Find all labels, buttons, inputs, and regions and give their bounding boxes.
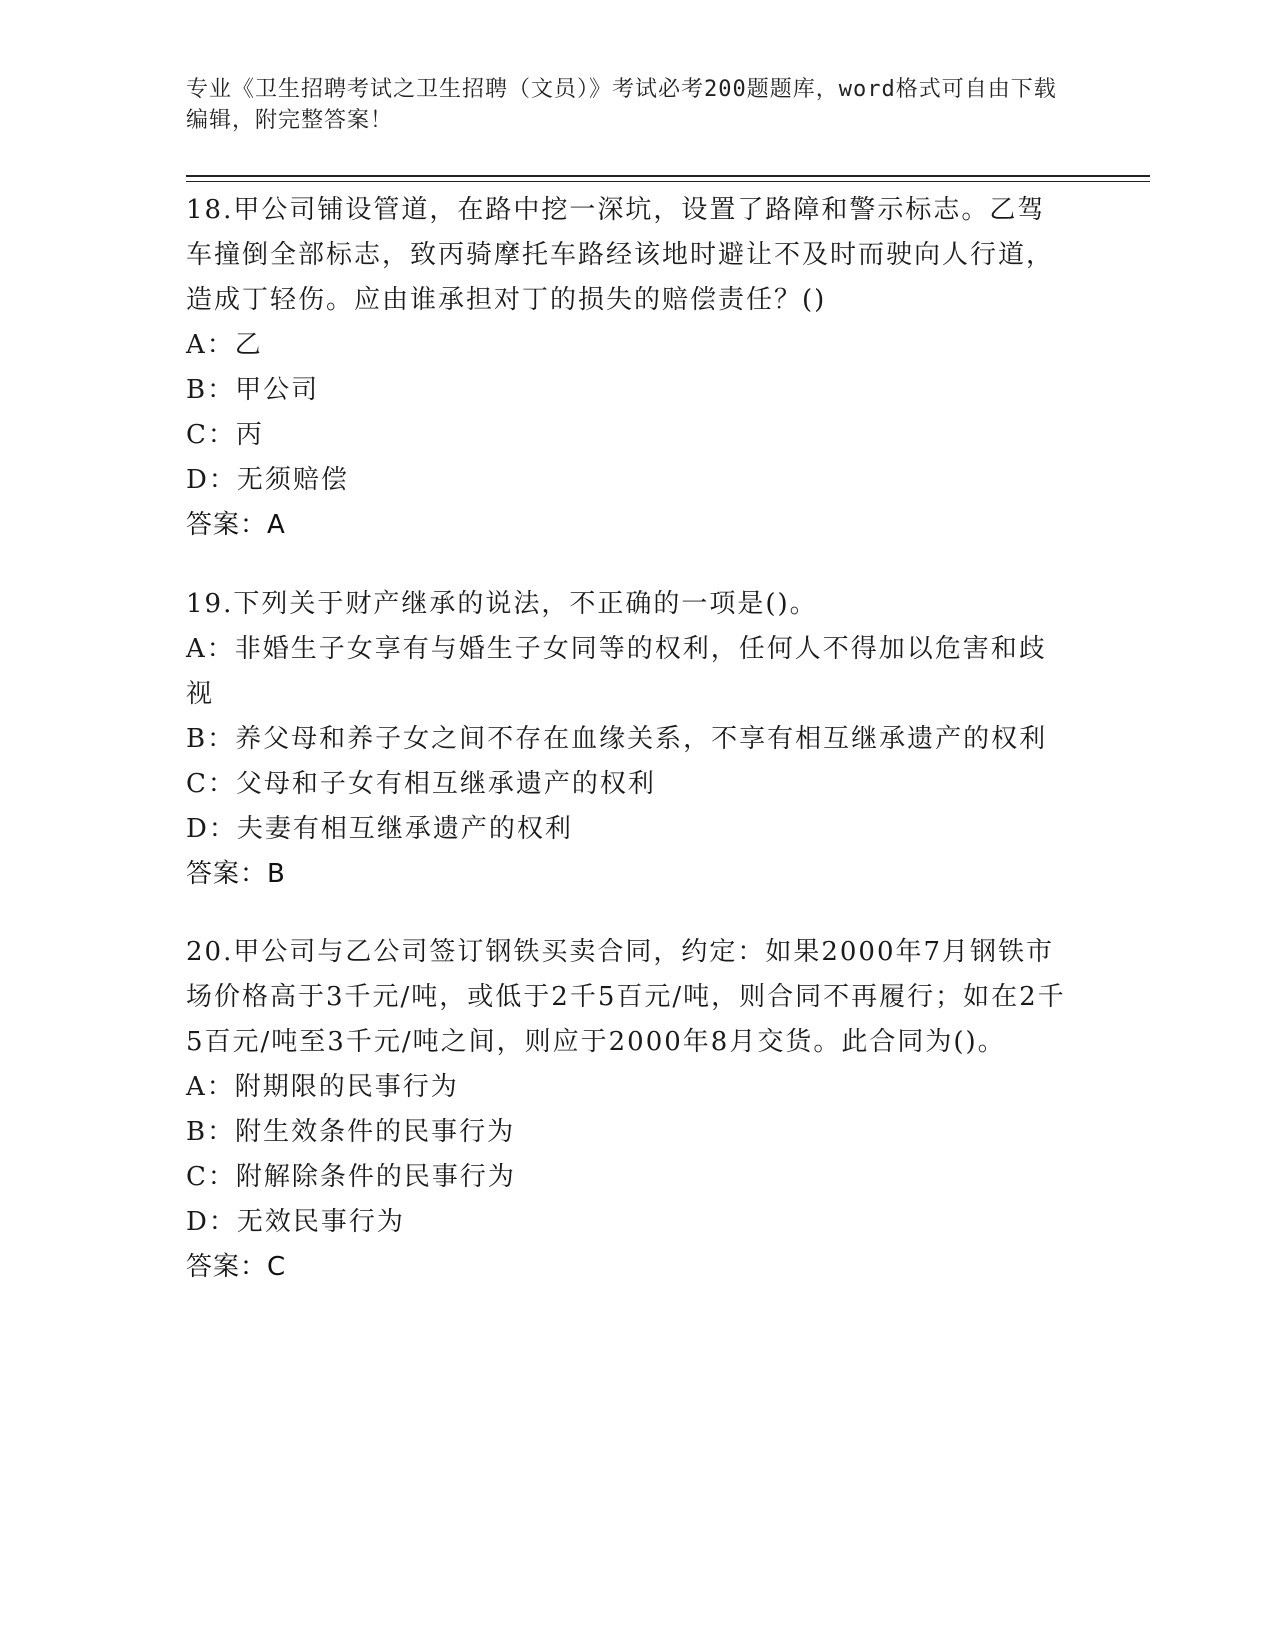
- question-block-19: [186, 582, 1066, 897]
- document-header: 专业《卫生招聘考试之卫生招聘（文员）》考试必考200题题库，word格式可自由下载编辑，附完整答案！: [186, 77, 1057, 133]
- option-a: A：附期限的民事行为: [186, 1072, 459, 1102]
- option-c: C：丙: [186, 420, 264, 450]
- header-rule-thin: [186, 181, 1150, 182]
- option-b: B：甲公司: [186, 375, 320, 405]
- option-b: B：养父母和养子女之间不存在血缘关系，不享有相互继承遗产的权利: [186, 724, 1048, 754]
- option-b: B：附生效条件的民事行为: [186, 1117, 516, 1147]
- question-stem: 19.下列关于财产继承的说法，不正确的一项是()。: [186, 589, 818, 619]
- option-a: A：乙: [186, 330, 263, 360]
- option-a: A：非婚生子女享有与婚生子女同等的权利，任何人不得加以危害和歧视: [186, 634, 1047, 709]
- question-block-20: [186, 930, 1066, 1290]
- answer-label: 答案：B: [186, 859, 286, 889]
- question-block-18: [186, 188, 1066, 548]
- option-c: C：附解除条件的民事行为: [186, 1162, 516, 1192]
- answer-label: 答案：A: [186, 510, 286, 540]
- question-stem: 20.甲公司与乙公司签订钢铁买卖合同，约定：如果2000年7月钢铁市场价格高于3千元/吨，或低于2千5百元/吨，则合同不再履行；如在2千5百元/吨至3千元/吨之间，则应于2000年8月交货。此合同为()。: [186, 937, 1066, 1057]
- header-rule-thick: [186, 175, 1150, 177]
- option-d: D：无须赔偿: [186, 465, 349, 495]
- answer-label: 答案：C: [186, 1252, 287, 1282]
- option-d: D：夫妻有相互继承遗产的权利: [186, 814, 573, 844]
- question-stem: 18.甲公司铺设管道，在路中挖一深坑，设置了路障和警示标志。乙驾车撞倒全部标志，致丙骑摩托车路经该地时避让不及时而驶向人行道，造成丁轻伤。应由谁承担对丁的损失的赔偿责任？(): [186, 195, 1055, 315]
- option-c: C：父母和子女有相互继承遗产的权利: [186, 769, 656, 799]
- option-d: D：无效民事行为: [186, 1207, 405, 1237]
